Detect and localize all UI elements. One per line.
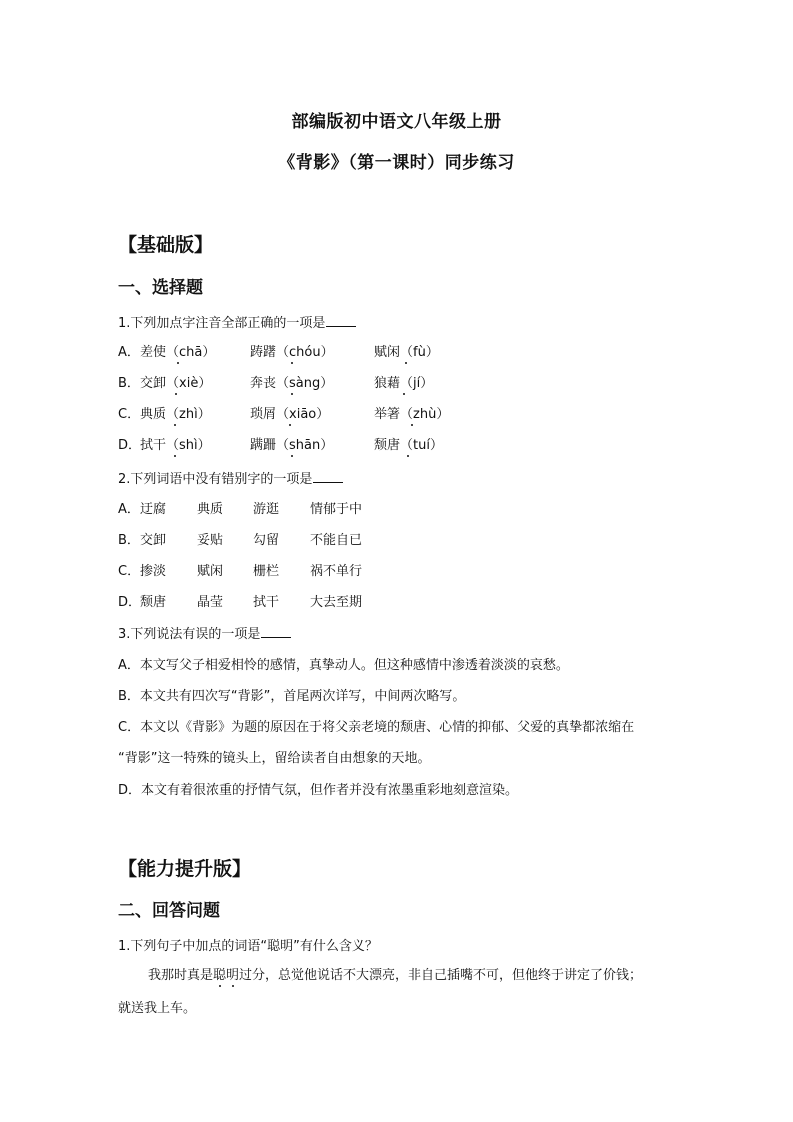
q3-option-c: C．本文以《背影》为题的原因在于将父亲老境的颓唐、心情的抑郁、父爱的真挚都浓缩在 bbox=[118, 720, 635, 735]
dotted-char: 聪 bbox=[213, 964, 226, 983]
option-item: 交卸（xiè） bbox=[140, 372, 211, 391]
option-word: 情郁于中 bbox=[310, 502, 363, 517]
option-item: 狼藉（jí） bbox=[374, 372, 433, 391]
q3-option-a: A．本文写父子相爱相怜的感情，真挚动人。但这种感情中渗透着淡淡的哀愁。 bbox=[118, 658, 569, 673]
adv-question-1-stem: 1.下列句子中加点的词语“聪明”有什么含义？ bbox=[118, 939, 378, 954]
option-word: 游逛 bbox=[253, 502, 280, 517]
question-3-stem bbox=[118, 623, 291, 642]
option-label: C． bbox=[118, 564, 141, 579]
option-label: B． bbox=[118, 533, 140, 548]
option-item: 踌躇（chóu） bbox=[250, 341, 334, 360]
option-label: D． bbox=[118, 438, 142, 453]
option-word: 颓唐 bbox=[140, 595, 167, 610]
answer-blank bbox=[261, 625, 291, 638]
option-item: 奔丧（sàng） bbox=[250, 372, 333, 391]
page-title: 部编版初中语文八年级上册 bbox=[291, 112, 502, 132]
question-2-stem bbox=[118, 468, 343, 487]
option-word: 掺淡 bbox=[140, 564, 167, 579]
option-label: B． bbox=[118, 376, 140, 391]
option-word: 勾留 bbox=[253, 533, 280, 548]
option-word: 交卸 bbox=[140, 533, 167, 548]
option-word: 大去至期 bbox=[310, 595, 363, 610]
option-label: D． bbox=[118, 595, 142, 610]
option-word: 不能自已 bbox=[310, 533, 363, 548]
option-item: 琐屑（xiāo） bbox=[250, 403, 329, 422]
option-item: 颓唐（tuí） bbox=[374, 434, 443, 453]
basic-banner: 【基础版】 bbox=[118, 234, 214, 256]
option-word: 拭干 bbox=[253, 595, 280, 610]
section-title-choice: 一、选择题 bbox=[118, 278, 203, 298]
dotted-char: 明 bbox=[226, 964, 239, 983]
advanced-banner: 【能力提升版】 bbox=[118, 858, 252, 880]
q3-option-d: D．本文有着很浓重的抒情气氛，但作者并没有浓墨重彩地刻意渲染。 bbox=[118, 783, 519, 798]
option-label: C． bbox=[118, 407, 141, 422]
option-item: 赋闲（fù） bbox=[374, 341, 439, 360]
passage-line-2: 就送我上车。 bbox=[118, 1001, 197, 1016]
option-item: 差使（chā） bbox=[140, 341, 215, 360]
option-item: 举箸（zhù） bbox=[374, 403, 449, 422]
question-2-text: 2.下列词语中没有错别字的一项是 bbox=[118, 472, 313, 487]
question-1-stem bbox=[118, 312, 356, 331]
passage-text: 过分，总觉他说话不大漂亮，非自己插嘴不可，但他终于讲定了价钱； bbox=[239, 968, 643, 983]
option-item: 蹒跚（shān） bbox=[250, 434, 333, 453]
option-word: 典质 bbox=[197, 502, 224, 517]
question-1-text: 1.下列加点字注音全部正确的一项是 bbox=[118, 316, 326, 331]
question-3-text: 3.下列说法有误的一项是 bbox=[118, 627, 261, 642]
option-item: 拭干（shì） bbox=[140, 434, 211, 453]
q3-option-c-cont: “背影”这一特殊的镜头上，留给读者自由想象的天地。 bbox=[118, 751, 431, 766]
q3-option-b: B．本文共有四次写“背影”，首尾两次详写，中间两次略写。 bbox=[118, 689, 466, 704]
option-label: A． bbox=[118, 345, 140, 360]
answer-blank bbox=[313, 470, 343, 483]
option-word: 迂腐 bbox=[140, 502, 167, 517]
option-item: 典质（zhì） bbox=[140, 403, 211, 422]
option-word: 妥贴 bbox=[197, 533, 224, 548]
option-word: 栅栏 bbox=[253, 564, 280, 579]
option-word: 祸不单行 bbox=[310, 564, 363, 579]
passage-text: 我那时真是 bbox=[148, 968, 214, 983]
option-label: A． bbox=[118, 502, 140, 517]
passage-line-1 bbox=[148, 964, 642, 983]
answer-blank bbox=[326, 314, 356, 327]
page-subtitle: 《背影》（第一课时）同步练习 bbox=[278, 153, 515, 173]
section-title-answer: 二、回答问题 bbox=[118, 901, 220, 921]
option-word: 赋闲 bbox=[197, 564, 224, 579]
dotted-char: 差 bbox=[140, 341, 153, 360]
option-word: 晶莹 bbox=[197, 595, 224, 610]
